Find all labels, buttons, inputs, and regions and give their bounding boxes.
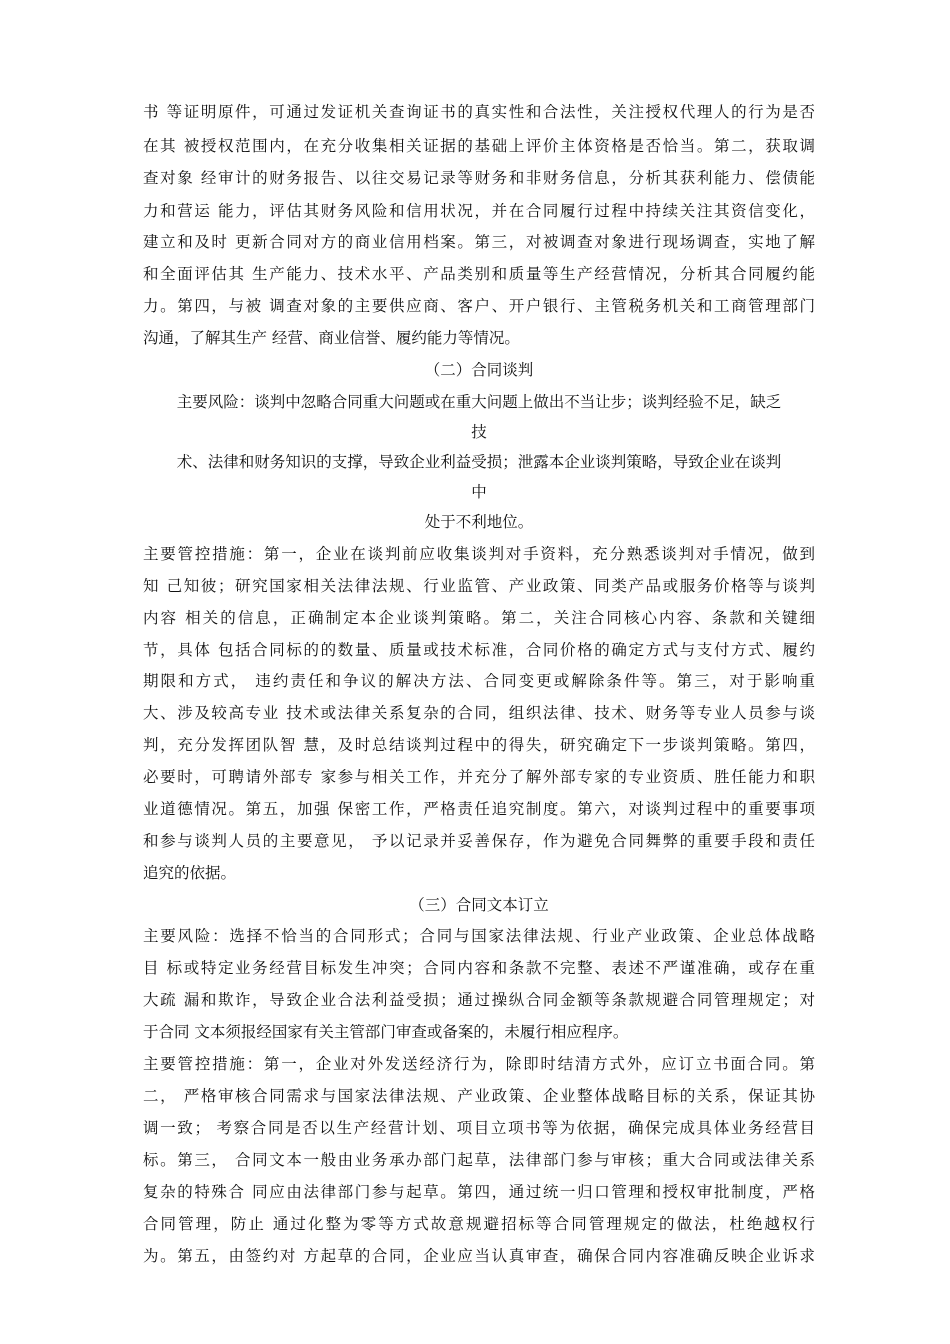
measure-line: 业道德情况。第五，加强 保密工作，严格责任追究制度。第六，对谈判过程中的重要事项 bbox=[143, 800, 815, 818]
measure-line: 复杂的特殊合 同应由法律部门参与起草。第四，通过统一归口管理和授权审批制度，严格 bbox=[143, 1183, 815, 1201]
risk-line: 主要风险：选择不恰当的合同形式；合同与国家法律法规、行业产业政策、企业总体战略 bbox=[143, 927, 815, 945]
section-heading: （三）合同文本订立 bbox=[409, 896, 549, 914]
risk-line: 中 bbox=[471, 483, 487, 501]
measure-line: 知 己知彼；研究国家相关法律法规、行业监管、产业政策、同类产品或服务价格等与谈判 bbox=[143, 577, 815, 595]
measure-line: 判，充分发挥团队智 慧，及时总结谈判过程中的得失，研究确定下一步谈判策略。第四， bbox=[143, 736, 815, 754]
paragraph-line: 和全面评估其 生产能力、技术水平、产品类别和质量等生产经营情况，分析其合同履约能 bbox=[143, 265, 815, 283]
measure-line: 合同管理，防止 通过化整为零等方式故意规避招标等合同管理规定的做法，杜绝越权行 bbox=[143, 1215, 815, 1233]
risk-line: 处于不利地位。 bbox=[424, 513, 534, 531]
paragraph-line: 力和营运 能力，评估其财务风险和信用状况，并在合同履行过程中持续关注其资信变化， bbox=[143, 202, 815, 220]
risk-line: 技 bbox=[471, 423, 487, 441]
measure-line: 大、涉及较高专业 技术或法律关系复杂的合同，组织法律、技术、财务等专业人员参与谈 bbox=[143, 704, 815, 722]
measure-line: 为。第五，由签约对 方起草的合同，企业应当认真审查，确保合同内容准确反映企业诉求 bbox=[143, 1247, 815, 1265]
measure-line: 期限和方式， 违约责任和争议的解决方法、合同变更或解除条件等。第三，对于影响重 bbox=[143, 672, 815, 690]
risk-line: 主要风险：谈判中忽略合同重大问题或在重大问题上做出不当让步；谈判经验不足，缺乏 bbox=[176, 393, 782, 411]
paragraph-line: 书 等证明原件，可通过发证机关查询证书的真实性和合法性，关注授权代理人的行为是否 bbox=[143, 103, 815, 121]
measure-line: 和参与谈判人员的主要意见， 予以记录并妥善保存，作为避免合同舞弊的重要手段和责任 bbox=[143, 832, 815, 850]
measure-line: 必要时，可聘请外部专 家参与相关工作，并充分了解外部专家的专业资质、胜任能力和职 bbox=[143, 768, 815, 786]
paragraph-line: 沟通，了解其生产 经营、商业信誉、履约能力等情况。 bbox=[143, 329, 520, 347]
risk-line: 于合同 文本须报经国家有关主管部门审查或备案的，未履行相应程序。 bbox=[143, 1023, 629, 1041]
measure-line: 追究的依据。 bbox=[143, 864, 237, 882]
measure-line: 主要管控措施：第一，企业对外发送经济行为，除即时结清方式外，应订立书面合同。第 bbox=[143, 1055, 815, 1073]
paragraph-line: 在其 被授权范围内，在充分收集相关证据的基础上评价主体资格是否恰当。第二，获取调 bbox=[143, 137, 815, 155]
paragraph-line: 建立和及时 更新合同对方的商业信用档案。第三，对被调查对象进行现场调查，实地了解 bbox=[143, 233, 815, 251]
measure-line: 调一致； 考察合同是否以生产经营计划、项目立项书等为依据，确保完成具体业务经营目 bbox=[143, 1119, 815, 1137]
measure-line: 标。第三， 合同文本一般由业务承办部门起草，法律部门参与审核；重大合同或法律关系 bbox=[143, 1151, 815, 1169]
risk-line: 目 标或特定业务经营目标发生冲突；合同内容和条款不完整、表述不严谨准确，或存在重 bbox=[143, 959, 815, 977]
measure-line: 内容 相关的信息，正确制定本企业谈判策略。第二，关注合同核心内容、条款和关键细 bbox=[143, 609, 815, 627]
measure-line: 二， 严格审核合同需求与国家法律法规、产业政策、企业整体战略目标的关系，保证其协 bbox=[143, 1087, 815, 1105]
risk-line: 术、法律和财务知识的支撑，导致企业利益受损；泄露本企业谈判策略，导致企业在谈判 bbox=[176, 453, 782, 471]
risk-line: 大疏 漏和欺诈，导致企业合法利益受损；通过操纵合同金额等条款规避合同管理规定；对 bbox=[143, 991, 815, 1009]
paragraph-line: 查对象 经审计的财务报告、以往交易记录等财务和非财务信息，分析其获利能力、偿债能 bbox=[143, 169, 815, 187]
measure-line: 主要管控措施：第一，企业在谈判前应收集谈判对手资料，充分熟悉谈判对手情况，做到 bbox=[143, 545, 815, 563]
section-heading: （二）合同谈判 bbox=[424, 361, 534, 379]
measure-line: 节，具体 包括合同标的的数量、质量或技术标准，合同价格的确定方式与支付方式、履约 bbox=[143, 641, 815, 659]
paragraph-line: 力。第四，与被 调查对象的主要供应商、客户、开户银行、主管税务机关和工商管理部门 bbox=[143, 297, 815, 315]
